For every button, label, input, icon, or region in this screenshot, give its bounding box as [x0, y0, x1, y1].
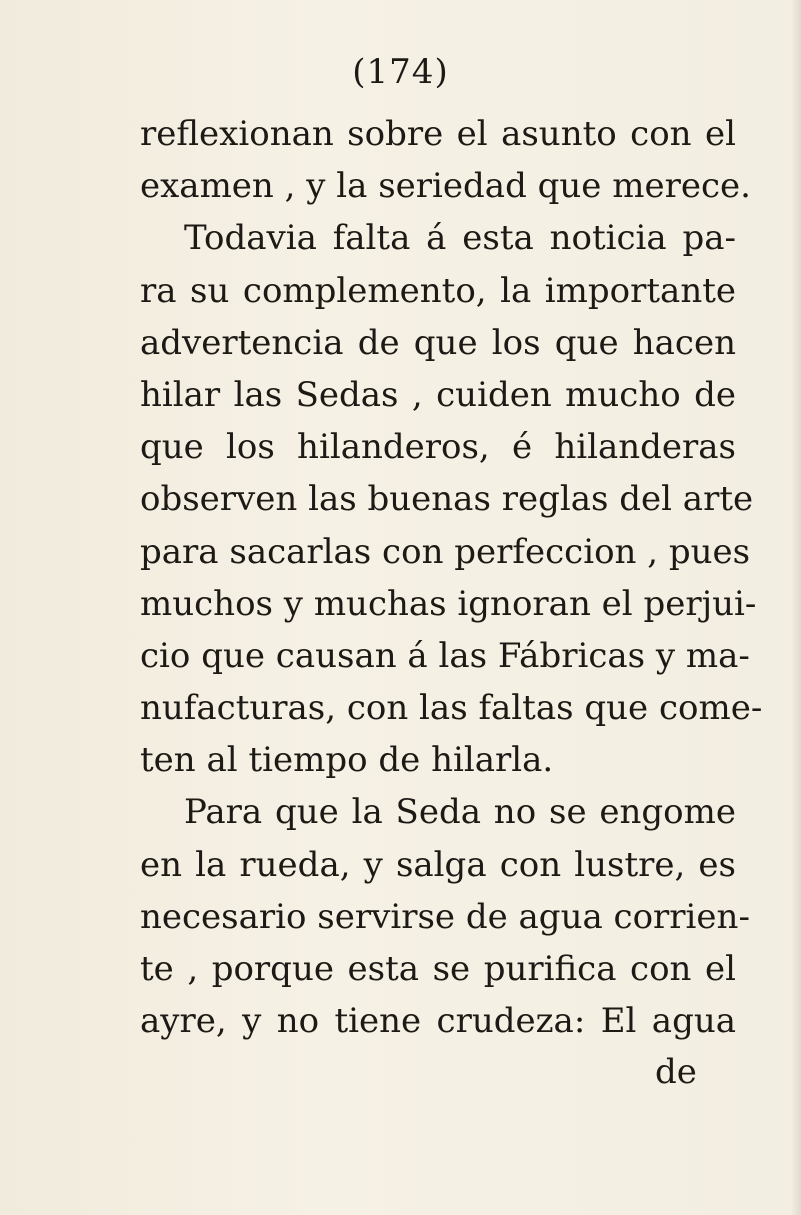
text-line: ra su complemento, la importante [140, 270, 736, 311]
page-number: (174) [352, 52, 449, 92]
text-line: advertencia de que los que hacen [140, 322, 736, 363]
text-line: para sacarlas con perfeccion , pues [140, 531, 751, 572]
text-line: observen las buenas reglas del arte [140, 479, 754, 520]
text-line: necesario servirse de agua corrien- [140, 896, 750, 937]
text-line: hilar las Sedas , cuiden mucho de [140, 374, 736, 415]
text-line: Para que la Seda no se engome [184, 792, 736, 833]
text-line: ten al tiempo de hilarla. [140, 740, 554, 781]
text-line: nufacturas, con las faltas que come- [140, 688, 763, 729]
text-line: cio que causan á las Fábricas y ma- [140, 635, 750, 676]
text-line: que los hilanderos, é hilanderas [140, 427, 736, 468]
text-line: reflexionan sobre el asunto con el [140, 114, 736, 154]
text-line: te , porque esta se purifica con el [140, 949, 736, 989]
text-line: muchos y muchas ignoran el perjui- [140, 583, 757, 624]
text-line: en la rueda, y salga con lustre, es [140, 844, 736, 885]
text-line: Todavia falta á esta noticia pa- [184, 218, 736, 259]
body-text [140, 108, 763, 1047]
catchword: de [655, 1052, 697, 1092]
text-line: examen , y la seriedad que merece. [140, 166, 751, 207]
text-line: ayre, y no tiene crudeza: El agua [140, 1001, 736, 1042]
